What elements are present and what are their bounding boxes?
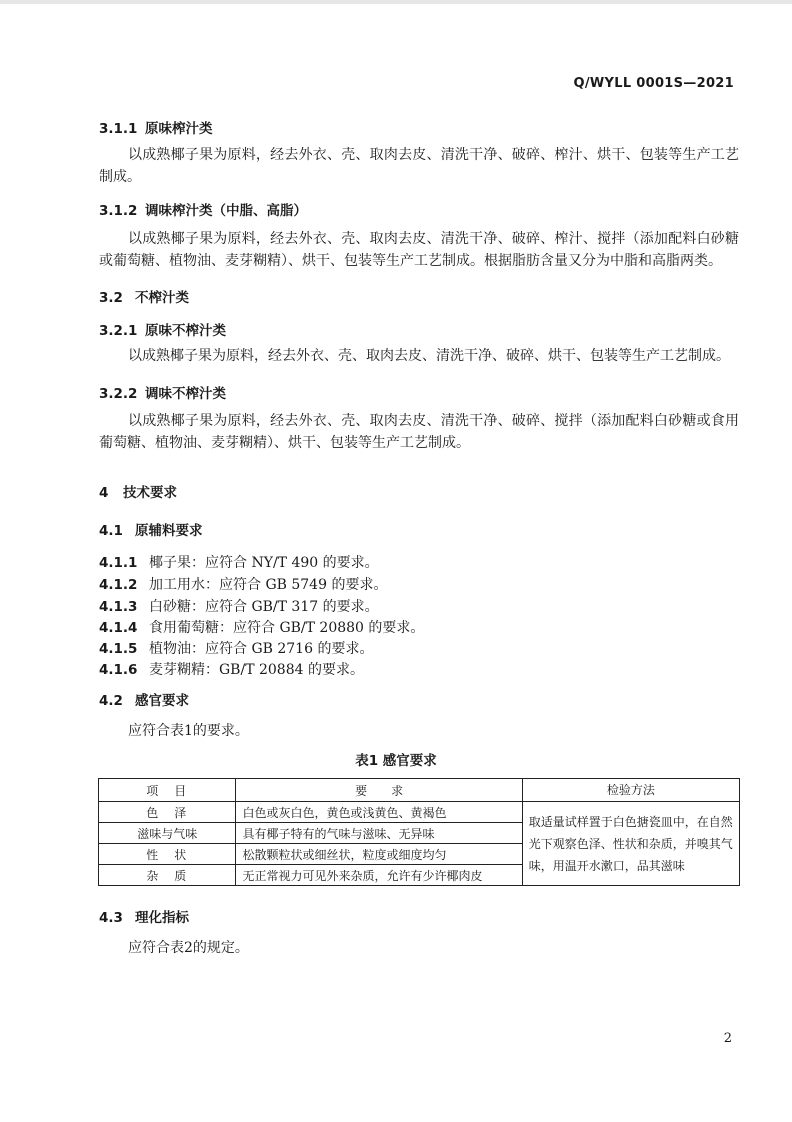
item-number: 4.1.4 — [99, 620, 138, 636]
item-text: 食用葡萄糖：应符合 GB/T 20880 的要求。 — [149, 620, 425, 636]
requirement-4-1-5 — [99, 638, 373, 658]
section-4-heading — [99, 481, 177, 501]
item-number: 4.1.6 — [99, 662, 138, 678]
item-text: 加工用水：应符合 GB 5749 的要求。 — [149, 577, 388, 593]
table-row — [99, 802, 740, 823]
item-number: 4.1.5 — [99, 641, 138, 657]
section-3-1-2-text: 以成熟椰子果为原料，经去外衣、壳、取肉去皮、清洗干净、破碎、榨汁、搅拌（添加配料白砂糖或葡萄糖、植物油、麦芽糊精）、烘干、包装等生产工艺制成。根据脂肪含量又分为中脂和高脂两类。 — [99, 231, 739, 269]
standard-code: Q/WYLL 0001S—2021 — [573, 76, 734, 91]
section-title: 原辅料要求 — [135, 523, 203, 539]
section-4-2-text: 应符合表1的要求。 — [128, 723, 249, 739]
sensory-requirements-table — [98, 778, 740, 886]
requirement-4-1-6 — [99, 659, 364, 679]
section-title: 理化指标 — [135, 910, 189, 926]
row-requirement: 具有椰子特有的气味与滋味、无异味 — [236, 823, 522, 844]
scan-edge — [0, 0, 792, 4]
item-text: 椰子果：应符合 NY/T 490 的要求。 — [149, 555, 379, 571]
section-3-2-1-text: 以成熟椰子果为原料，经去外衣、壳、取肉去皮、清洗干净、破碎、烘干、包装等生产工艺制成。 — [128, 348, 730, 364]
row-item: 杂 质 — [99, 865, 236, 886]
item-text: 麦芽糊精：GB/T 20884 的要求。 — [149, 662, 364, 678]
section-title: 技术要求 — [123, 485, 177, 501]
section-4-3-heading — [99, 906, 189, 926]
section-title: 不榨汁类 — [135, 290, 189, 306]
row-item: 色 泽 — [99, 802, 236, 823]
requirement-4-1-4 — [99, 617, 424, 637]
section-3-1-1-text: 以成熟椰子果为原料，经去外衣、壳、取肉去皮、清洗干净、破碎、榨汁、烘干、包装等生产工艺制成。 — [99, 147, 739, 185]
section-number: 3.1.1 — [99, 121, 138, 137]
item-number: 4.1.3 — [99, 599, 138, 615]
row-requirement: 白色或灰白色，黄色或浅黄色、黄褐色 — [236, 802, 522, 823]
section-number: 3.2.1 — [99, 323, 138, 339]
row-requirement: 无正常视力可见外来杂质，允许有少许椰肉皮 — [236, 865, 522, 886]
item-text: 植物油：应符合 GB 2716 的要求。 — [149, 641, 374, 657]
table-header-row — [99, 779, 740, 802]
section-number: 4 — [99, 485, 109, 501]
section-3-2-heading — [99, 286, 189, 306]
section-number: 3.1.2 — [99, 203, 138, 219]
section-4-3-text: 应符合表2的规定。 — [128, 940, 249, 956]
section-3-1-2-heading — [99, 199, 307, 219]
section-title: 原味不榨汁类 — [145, 323, 226, 339]
section-number: 4.2 — [99, 693, 123, 709]
section-number: 4.1 — [99, 523, 123, 539]
section-number: 3.2 — [99, 290, 123, 306]
header-method: 检验方法 — [522, 779, 739, 802]
section-title: 感官要求 — [135, 693, 189, 709]
section-title: 原味榨汁类 — [145, 121, 213, 137]
row-requirement: 松散颗粒状或细丝状，粒度或细度均匀 — [236, 844, 522, 865]
section-title: 调味榨汁类（中脂、高脂） — [145, 203, 307, 219]
section-3-2-2-heading — [99, 382, 226, 402]
section-title: 调味不榨汁类 — [145, 386, 226, 402]
section-3-2-2-text: 以成熟椰子果为原料，经去外衣、壳、取肉去皮、清洗干净、破碎、搅拌（添加配料白砂糖或食用葡萄糖、植物油、麦芽糊精）、烘干、包装等生产工艺制成。 — [99, 413, 739, 451]
row-item: 性 状 — [99, 844, 236, 865]
section-number: 3.2.2 — [99, 386, 138, 402]
requirement-4-1-2 — [99, 574, 387, 594]
section-3-2-1-heading — [99, 319, 226, 339]
header-item: 项 目 — [99, 779, 236, 802]
item-number: 4.1.1 — [99, 555, 138, 571]
section-number: 4.3 — [99, 910, 123, 926]
page-number: 2 — [723, 1031, 732, 1046]
item-number: 4.1.2 — [99, 577, 138, 593]
requirement-4-1-1 — [99, 552, 379, 572]
section-3-1-1-heading — [99, 117, 213, 137]
section-4-2-heading — [99, 689, 189, 709]
inspection-method: 取适量试样置于白色搪瓷皿中，在自然光下观察色泽、性状和杂质，并嗅其气味，用温开水漱口，品其滋味 — [522, 802, 739, 886]
header-requirement: 要 求 — [236, 779, 522, 802]
section-4-1-heading — [99, 519, 203, 539]
row-item: 滋味与气味 — [99, 823, 236, 844]
item-text: 白砂糖：应符合 GB/T 317 的要求。 — [149, 599, 379, 615]
requirement-4-1-3 — [99, 596, 379, 616]
table-1-title: 表1 感官要求 — [355, 753, 437, 769]
